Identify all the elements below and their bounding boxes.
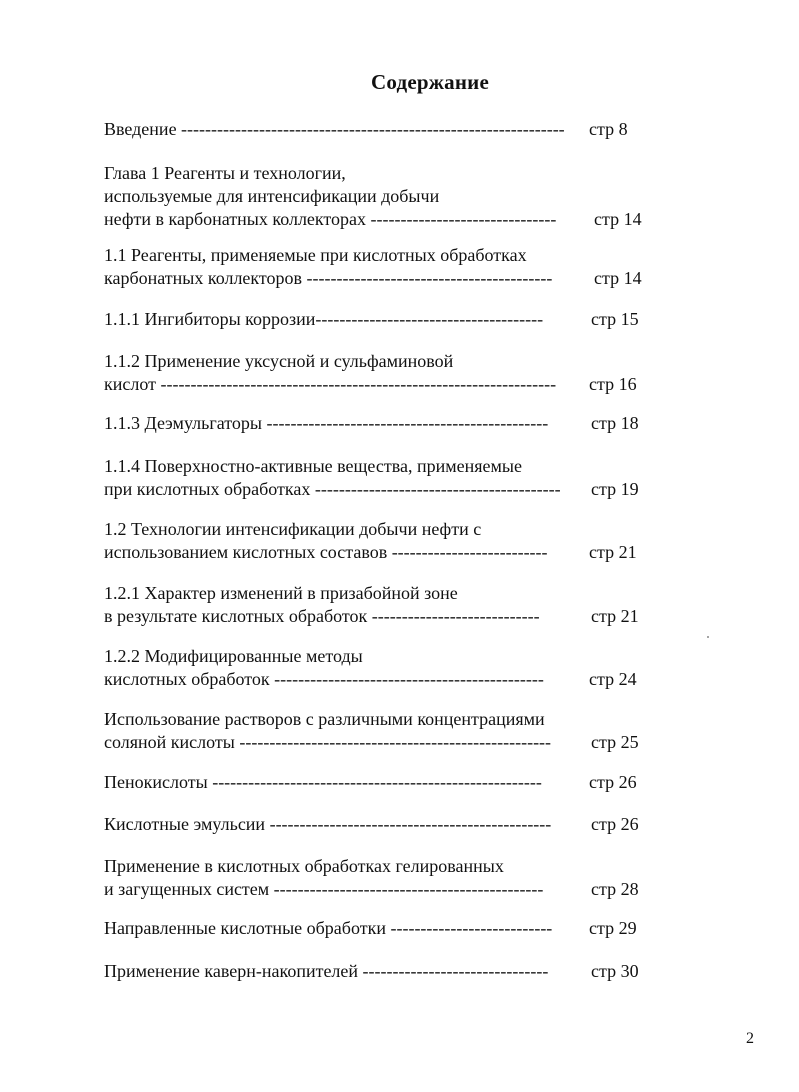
toc-entry [104,518,637,564]
toc-entry [104,162,642,231]
toc-entry-page: стр 16 [589,374,637,394]
toc-entry [104,350,637,396]
toc-entry-line: и загущенных систем --------------------------------------------- [104,879,544,899]
toc-entry-line: Кислотные эмульсии ----------------------------------------------- [104,814,552,834]
toc-entry-page: стр 28 [591,879,639,899]
toc-entry-page: стр 14 [594,268,642,288]
toc-entry [104,960,639,983]
toc-entry [104,118,628,141]
toc-entry [104,455,639,501]
page-number: 2 [746,1030,754,1047]
toc-entry [104,771,637,794]
toc-entry-line: соляной кислоты ---------------------------------------------------- [104,732,552,752]
toc-entry-line: 1.1.2 Применение уксусной и сульфаминовой [104,351,454,371]
toc-entry-line: карбонатных коллекторов ----------------------------------------- [104,268,553,288]
page-title: Содержание [371,70,489,94]
toc-entry [104,917,637,940]
toc-entry-line: 1.2 Технологии интенсификации добычи нефти с [104,519,482,539]
scan-speck [707,636,709,638]
toc-entry-page: стр 15 [591,309,639,329]
toc-entry-line: Пенокислоты ------------------------------------------------------- [104,772,542,792]
toc-entry [104,412,639,435]
toc-entry-line: Направленные кислотные обработки --------------------------- [104,918,553,938]
toc-entry-line: кислот ------------------------------------------------------------------ [104,374,557,394]
toc-entry-line: 1.2.2 Модифицированные методы [104,646,363,666]
toc-entry [104,582,639,628]
toc-entry-line: 1.1.1 Ингибиторы коррозии-------------------------------------- [104,309,544,329]
toc-entry-page: стр 14 [594,209,642,229]
toc-entry-line: кислотных обработок --------------------------------------------- [104,669,544,689]
toc-entry-page: стр 21 [589,542,637,562]
toc-entry-line: 1.1.3 Деэмульгаторы ----------------------------------------------- [104,413,549,433]
toc-entry-line: используемые для интенсификации добычи [104,186,440,206]
toc-entry-line: Применение каверн-накопителей ------------------------------- [104,961,549,981]
toc-entry-page: стр 29 [589,918,637,938]
toc-entry-page: стр 26 [589,772,637,792]
toc-entry-line: 1.1 Реагенты, применяемые при кислотных обработках [104,245,527,265]
toc-entry-line: Применение в кислотных обработках гелированных [104,856,504,876]
toc-entry-page: стр 18 [591,413,639,433]
toc-entry-line: нефти в карбонатных коллекторах ------------------------------- [104,209,557,229]
toc-entry-line: 1.2.1 Характер изменений в призабойной зоне [104,583,458,603]
toc-entry-line: Введение ---------------------------------------------------------------- [104,119,565,139]
toc-entry-line: Использование растворов с различными концентрациями [104,709,545,729]
toc-entry [104,708,639,754]
toc-entry [104,645,637,691]
toc-entry [104,244,642,290]
toc-entry-line: при кислотных обработках ----------------------------------------- [104,479,561,499]
toc-entry-page: стр 8 [589,119,628,139]
toc-entry-page: стр 26 [591,814,639,834]
toc-entry-page: стр 24 [589,669,637,689]
toc-entry-line: использованием кислотных составов -------------------------- [104,542,548,562]
toc-entry-page: стр 30 [591,961,639,981]
toc-entry-line: 1.1.4 Поверхностно-активные вещества, применяемые [104,456,522,476]
toc-entry [104,813,639,836]
toc-entry-line: в результате кислотных обработок ---------------------------- [104,606,540,626]
toc-entry-page: стр 25 [591,732,639,752]
toc-entry-line: Глава 1 Реагенты и технологии, [104,163,346,183]
toc-entry-page: стр 21 [591,606,639,626]
toc-entry [104,308,639,331]
toc-entry-page: стр 19 [591,479,639,499]
toc-entry [104,855,639,901]
